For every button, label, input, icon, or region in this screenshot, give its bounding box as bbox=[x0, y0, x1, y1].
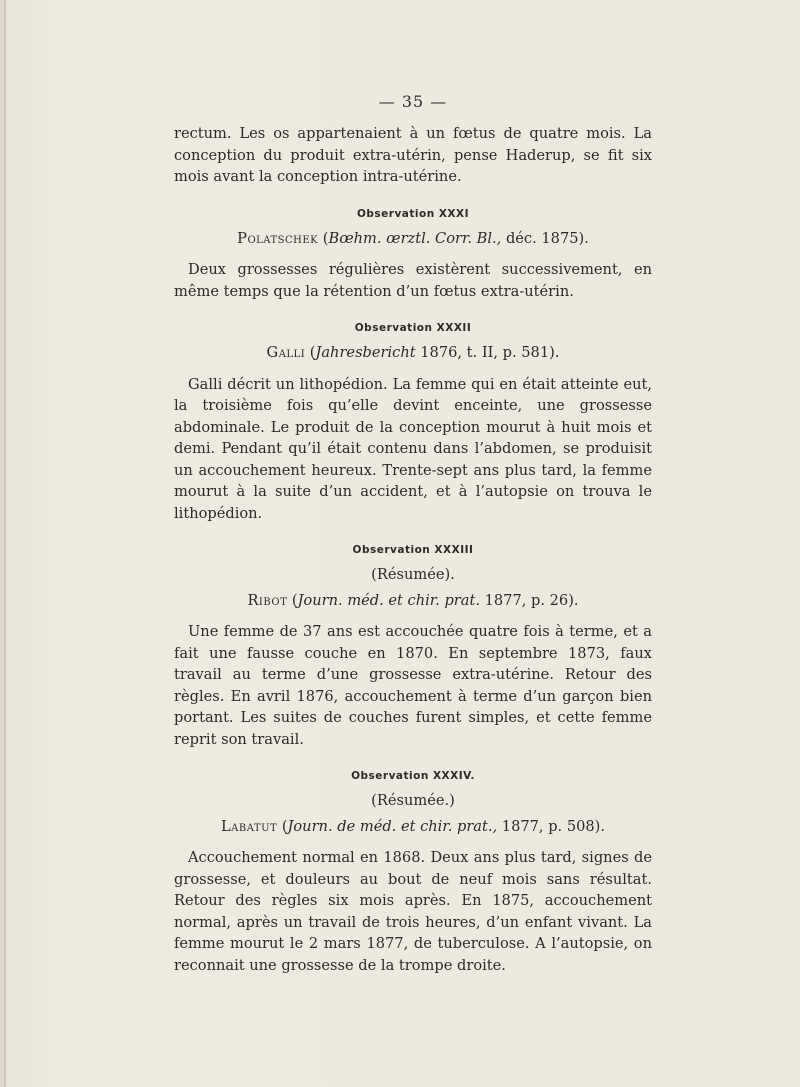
observation-32-journal: Jahresbericht bbox=[315, 344, 416, 361]
observation-32-author: Galli bbox=[266, 344, 306, 361]
observation-31-author: Polatschek bbox=[237, 229, 319, 247]
observation-34-journal: Journ. de méd. et chir. prat., bbox=[287, 817, 498, 835]
observation-33-ref-rest: 1877, p. 26). bbox=[479, 591, 579, 609]
observation-34-reference bbox=[174, 816, 652, 838]
ref-open: ( bbox=[318, 229, 329, 247]
ref-open: ( bbox=[277, 817, 288, 835]
observation-33-author: Ribot bbox=[247, 591, 288, 609]
observation-34-ref-rest: 1877, p. 508). bbox=[497, 817, 606, 835]
observation-31-reference bbox=[174, 228, 652, 250]
page-number: — 35 — bbox=[378, 92, 448, 111]
ref-open: ( bbox=[287, 591, 298, 609]
observation-33-resumee: (Résumée). bbox=[371, 566, 455, 583]
observation-32-text: Galli décrit un lithopédion. La femme qui en était atteinte eut, la troisième fois qu’elle devint enceinte, une grossesse abdominale. Le produit de la conception mourut à huit mois et demi. Pendant qu’il était contenu dans l’abdomen, se produisit un accouchement heureux. Trente-sept ans plus tard, la femme mourut à la suite d’un accident, et à l’autopsie on trouva le lithopédion. bbox=[174, 375, 652, 522]
observation-32-title: Observation XXXII bbox=[354, 322, 472, 334]
observation-31-text: Deux grossesses régulières existèrent successivement, en même temps que la rétention d’un fœtus extra-utérin. bbox=[174, 261, 652, 300]
intro-paragraph: rectum. Les os appartenaient à un fœtus de quatre mois. La conception du produit extra-utérin, pense Haderup, se fit six mois avant la conception intra-utérine. bbox=[174, 125, 652, 185]
observation-33-text: Une femme de 37 ans est accouchée quatre fois à terme, et a fait une fausse couche en 1870. En septembre 1873, faux travail au terme d’une grossesse extra-utérine. Retour des règles. En avril 1876, accouchement à terme d’un garçon bien portant. Les suites de couches furent simples, et cette femme reprit son travail. bbox=[174, 623, 652, 748]
ref-open: ( bbox=[305, 344, 316, 361]
observation-31-ref-rest: déc. 1875). bbox=[501, 229, 589, 247]
page-content bbox=[174, 92, 652, 976]
observation-32-reference bbox=[174, 342, 652, 364]
observation-33-reference bbox=[174, 590, 652, 612]
binding-edge bbox=[4, 0, 6, 1087]
observation-31-title: Observation XXXI bbox=[356, 207, 470, 220]
observation-34-text: Accouchement normal en 1868. Deux ans plus tard, signes de grossesse, et douleurs au bout de neuf mois sans résultat. Retour des règles six mois après. En 1875, accouchement normal, après un travail de trois heures, d’un enfant vivant. La femme mourut le 2 mars 1877, de tuberculose. A l’autopsie, on reconnait une grossesse de la trompe droite. bbox=[174, 849, 652, 974]
observation-31-journal: Bœhm. œrztl. Corr. Bl., bbox=[328, 229, 502, 247]
observation-34-title: Observation XXXIV. bbox=[351, 770, 475, 782]
observation-32-ref-rest: 1876, t. II, p. 581). bbox=[415, 344, 560, 361]
observation-33-title: Observation XXXIII bbox=[352, 544, 474, 556]
observation-34-resumee: (Résumée.) bbox=[371, 792, 455, 809]
observation-33-journal: Journ. méd. et chir. prat. bbox=[297, 591, 480, 609]
observation-34-author: Labatut bbox=[220, 817, 278, 835]
